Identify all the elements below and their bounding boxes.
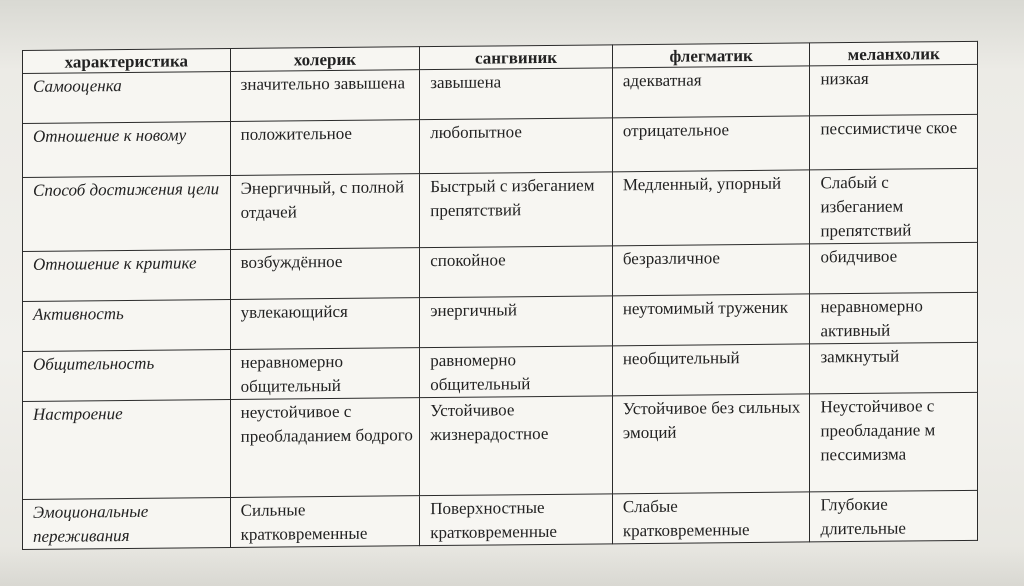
row-label: Отношение к критике: [23, 250, 231, 302]
table-cell: увлекающийся: [230, 298, 420, 350]
table-cell: обидчивое: [810, 242, 978, 294]
row-label: Эмоциональные переживания: [23, 498, 231, 550]
row-label: Настроение: [23, 400, 231, 500]
table-cell: отрицательное: [612, 116, 810, 172]
table-cell: пессимистиче ское: [810, 114, 978, 170]
table-cell: Слабые кратковременные: [612, 492, 810, 544]
table-row: [23, 242, 978, 301]
table-cell: Устойчивое без сильных эмоций: [612, 394, 810, 494]
table-cell: Неустойчивое с преобладание м пессимизма: [810, 392, 978, 492]
temperament-table: [22, 41, 978, 550]
table-cell: Поверхностные кратковременные: [420, 494, 613, 546]
table-row: [23, 292, 978, 351]
table-cell: низкая: [810, 64, 978, 116]
table-row: [23, 490, 978, 549]
table-cell: любопытное: [420, 118, 613, 174]
table-cell: Слабый с избеганием препятствий: [810, 168, 978, 244]
table-cell: спокойное: [420, 246, 613, 298]
row-label: Активность: [23, 300, 231, 352]
table-cell: возбуждённое: [230, 248, 420, 300]
header-sanguine: сангвиник: [420, 45, 613, 70]
header-choleric: холерик: [230, 47, 420, 72]
table-cell: Устойчивое жизнерадостное: [420, 396, 613, 496]
row-label: Общительность: [23, 350, 231, 402]
table-cell: Глубокие длительные: [810, 490, 978, 542]
table-cell: неустойчивое с преобладанием бодрого: [230, 398, 420, 498]
table-cell: неравномерно общительный: [230, 348, 420, 400]
table-cell: неутомимый труженик: [612, 294, 810, 346]
header-melancholic: меланхолик: [810, 41, 978, 66]
table-cell: равномерно общительный: [420, 346, 613, 398]
table-cell: адекватная: [612, 66, 810, 118]
table-row: [23, 342, 978, 401]
table-row: [23, 64, 978, 123]
table-cell: Энергичный, с полной отдачей: [230, 174, 420, 250]
table-row: [23, 392, 978, 499]
table-cell: Медленный, упорный: [612, 170, 810, 246]
table-cell: завышена: [420, 68, 613, 120]
table-cell: замкнутый: [810, 342, 978, 394]
table-cell: энергичный: [420, 296, 613, 348]
table-row: [23, 168, 978, 251]
table-cell: безразличное: [612, 244, 810, 296]
table-cell: Быстрый с избеганием препятствий: [420, 172, 613, 248]
table-cell: положительное: [230, 120, 420, 176]
header-characteristic: характеристика: [23, 49, 231, 74]
table-cell: неравномерно активный: [810, 292, 978, 344]
row-label: Отношение к новому: [23, 122, 231, 178]
table-cell: значительно завышена: [230, 70, 420, 122]
table-cell: необщительный: [612, 344, 810, 396]
row-label: Самооценка: [23, 72, 231, 124]
table-cell: Сильные кратковременные: [230, 496, 420, 548]
table-row: [23, 114, 978, 177]
header-phlegmatic: флегматик: [612, 43, 810, 68]
row-label: Способ достижения цели: [23, 176, 231, 252]
photo-shadow: [0, 546, 1024, 586]
